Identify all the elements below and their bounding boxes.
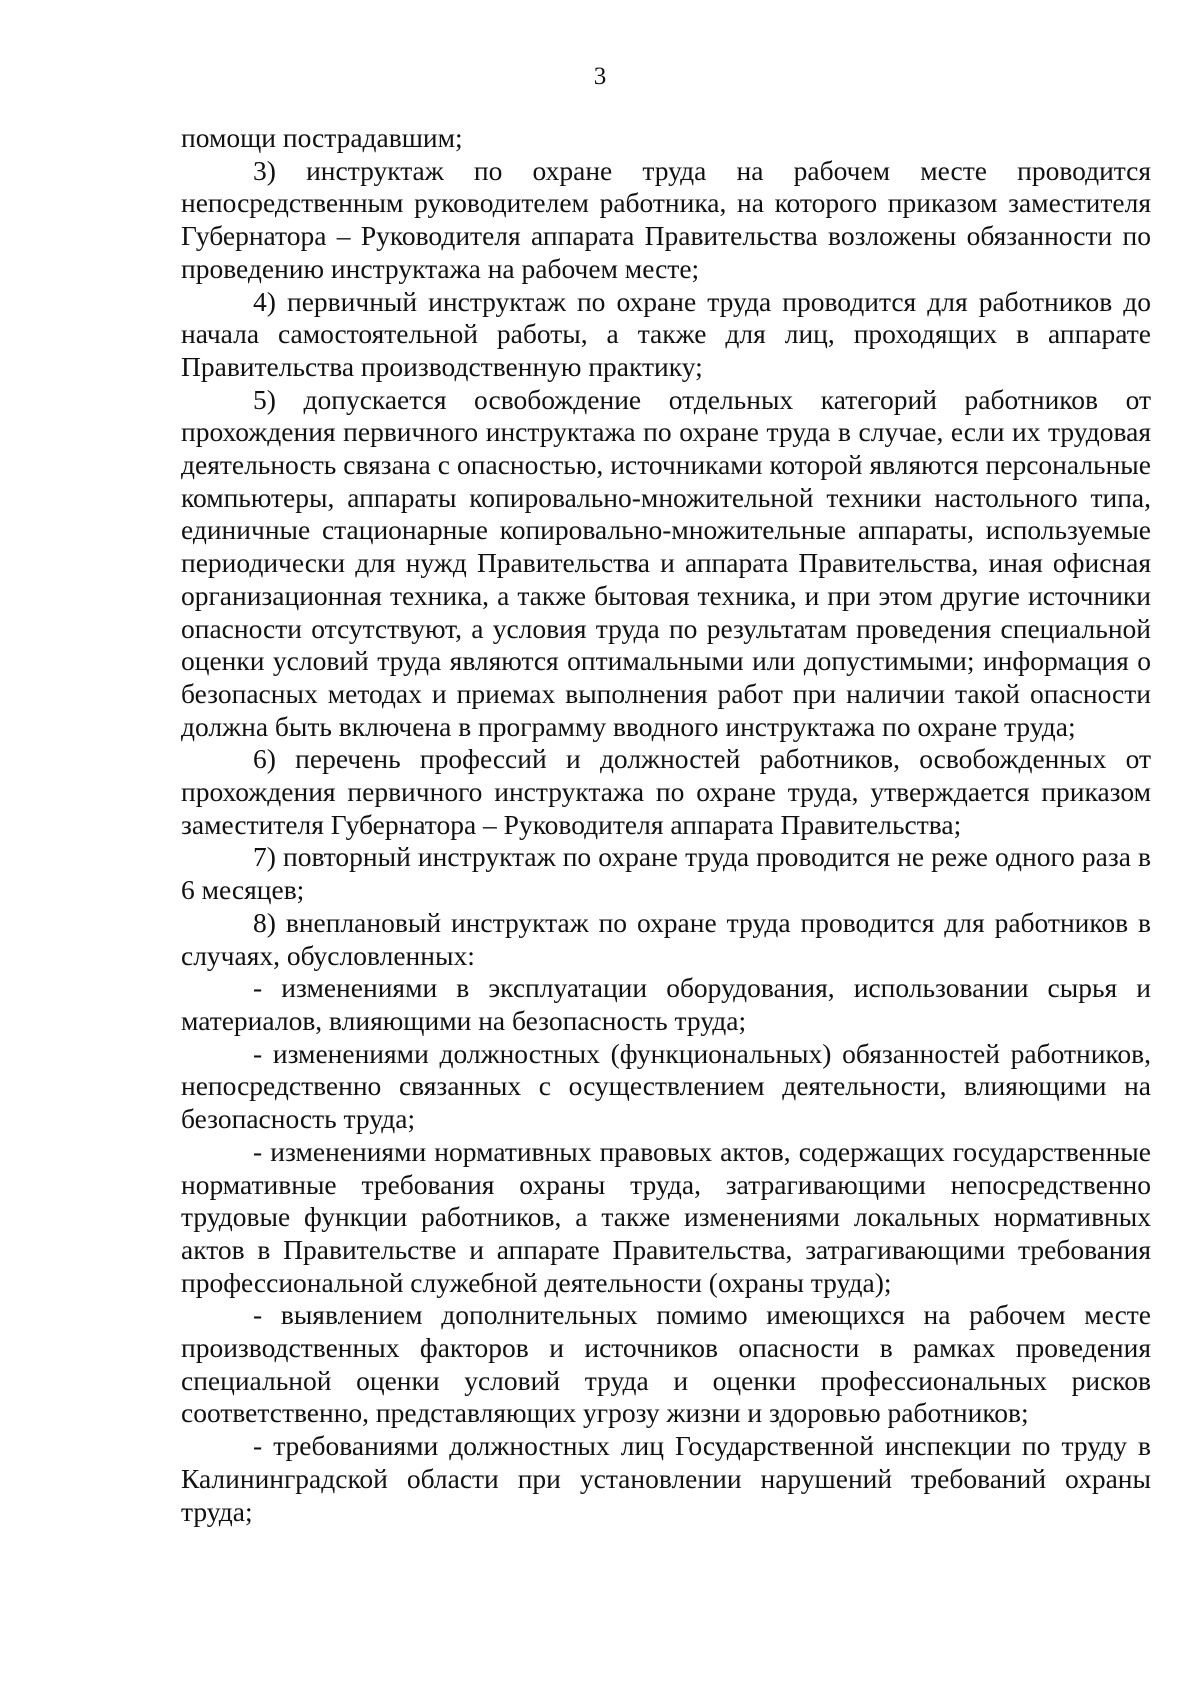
list-item: - выявлением дополнительных помимо имеющихся на рабочем месте производственных факторов и источников опасности в рамках проведения специальной оценки условий труда и оценки профессиональных рисков соответственно, представляющих угрозу жизни и здоровью работников;: [181, 1299, 1151, 1429]
paragraph: помощи пострадавшим;: [181, 122, 463, 153]
document-body: [181, 122, 1151, 1528]
paragraph: 4) первичный инструктаж по охране труда проводится для работников до начала самостоятельной работы, а также для лиц, проходящих в аппарате Правительства производственную практику;: [181, 285, 1151, 382]
paragraph: 7) повторный инструктаж по охране труда проводится не реже одного раза в 6 месяцев;: [181, 841, 1151, 906]
list-item: - изменениями в эксплуатации оборудования, использовании сырья и материалов, влияющими на безопасность труда;: [181, 972, 1151, 1036]
list-item: - требованиями должностных лиц Государственной инспекции по труду в Калининградской области при установлении нарушений требований охраны труда;: [181, 1430, 1151, 1527]
paragraph: 6) перечень профессий и должностей работников, освобожденных от прохождения первичного инструктажа по охране труда, утверждается приказом заместителя Губернатора – Руководителя аппарата Правительства;: [181, 743, 1151, 840]
list-item: - изменениями должностных (функциональных) обязанностей работников, непосредственно связанных с осуществлением деятельности, влияющими на безопасность труда;: [181, 1037, 1151, 1135]
paragraph: 8) внеплановый инструктаж по охране труда проводится для работников в случаях, обусловленных:: [181, 906, 1151, 971]
paragraph: 3) инструктаж по охране труда на рабочем месте проводится непосредственным руководителем работника, на которого приказом заместителя Губернатора – Руководителя аппарата Правительства возложены обязанности по проведению инструктажа на рабочем месте;: [181, 154, 1151, 284]
list-item: - изменениями нормативных правовых актов, содержащих государственные нормативные требования охраны труда, затрагивающими непосредственно трудовые функции работников, а также изменениями локальных нормативных актов в Правительстве и аппарате Правительства, затрагивающими требования профессиональной служебной деятельности (охраны труда);: [181, 1135, 1151, 1298]
paragraph: 5) допускается освобождение отдельных категорий работников от прохождения первичного инструктажа по охране труда в случае, если их трудовая деятельность связана с опасностью, источниками которой являются персональные компьютеры, аппараты копировально-множительной техники настольного типа, единичные стационарные копировально-множительные аппараты, используемые периодически для нужд Правительства и аппарата Правительства, иная офисная организационная техника, а также бытовая техника, и при этом другие источники опасности отсутствуют, а условия труда по результатам проведения специальной оценки условий труда являются оптимальными или допустимыми; информация о безопасных методах и приемах выполнения работ при наличии такой опасности должна быть включена в программу вводного инструктажа по охране труда;: [181, 383, 1151, 742]
page-number: 3: [593, 63, 607, 90]
